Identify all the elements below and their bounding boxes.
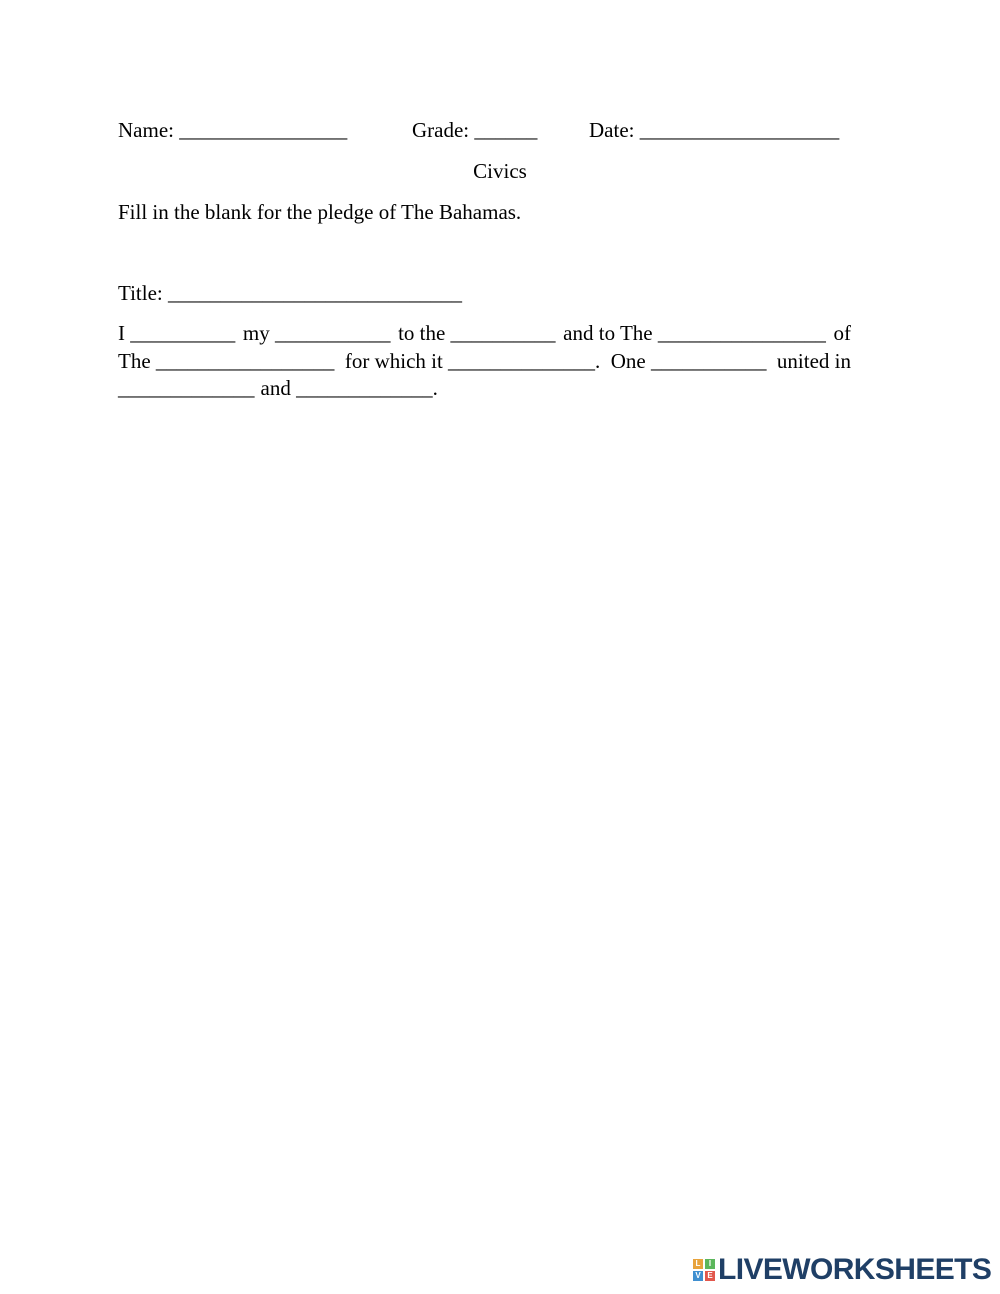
pledge-segment: and to The ________________ xyxy=(563,321,826,345)
pledge-segment: to the __________ xyxy=(398,321,556,345)
logo-mark-cell: E xyxy=(705,1271,715,1281)
pledge-segment: for which it ______________. xyxy=(344,348,601,373)
pledge-segment: The _________________ xyxy=(118,348,335,373)
liveworksheets-logo xyxy=(693,1254,991,1286)
pledge-segment: and _____________. xyxy=(260,376,438,400)
logo-mark-cell: L xyxy=(693,1259,703,1269)
date-field: Date: ___________________ xyxy=(589,118,840,142)
instruction-text: Fill in the blank for the pledge of The Bahamas. xyxy=(118,200,522,224)
logo-mark-cell: I xyxy=(705,1259,715,1269)
pledge-paragraph xyxy=(118,320,851,403)
subject-title: Civics xyxy=(473,159,527,183)
pledge-line-3 xyxy=(118,375,851,403)
logo-mark-cell: V xyxy=(693,1271,703,1281)
pledge-segment: I __________ xyxy=(118,321,236,345)
title-field: Title: ____________________________ xyxy=(118,281,462,305)
name-field: Name: ________________ xyxy=(118,118,348,142)
pledge-segment: of xyxy=(833,321,851,345)
grade-field: Grade: ______ xyxy=(412,118,538,142)
pledge-line-1 xyxy=(118,320,851,348)
liveworksheets-logo-icon xyxy=(693,1259,715,1281)
pledge-segment: _____________ xyxy=(118,376,255,400)
pledge-line-2 xyxy=(118,348,851,376)
pledge-segment: One ___________ xyxy=(610,348,767,373)
pledge-segment: united in xyxy=(776,348,851,373)
liveworksheets-logo-text: LIVEWORKSHEETS xyxy=(718,1253,992,1286)
pledge-segment: my ___________ xyxy=(242,321,391,345)
